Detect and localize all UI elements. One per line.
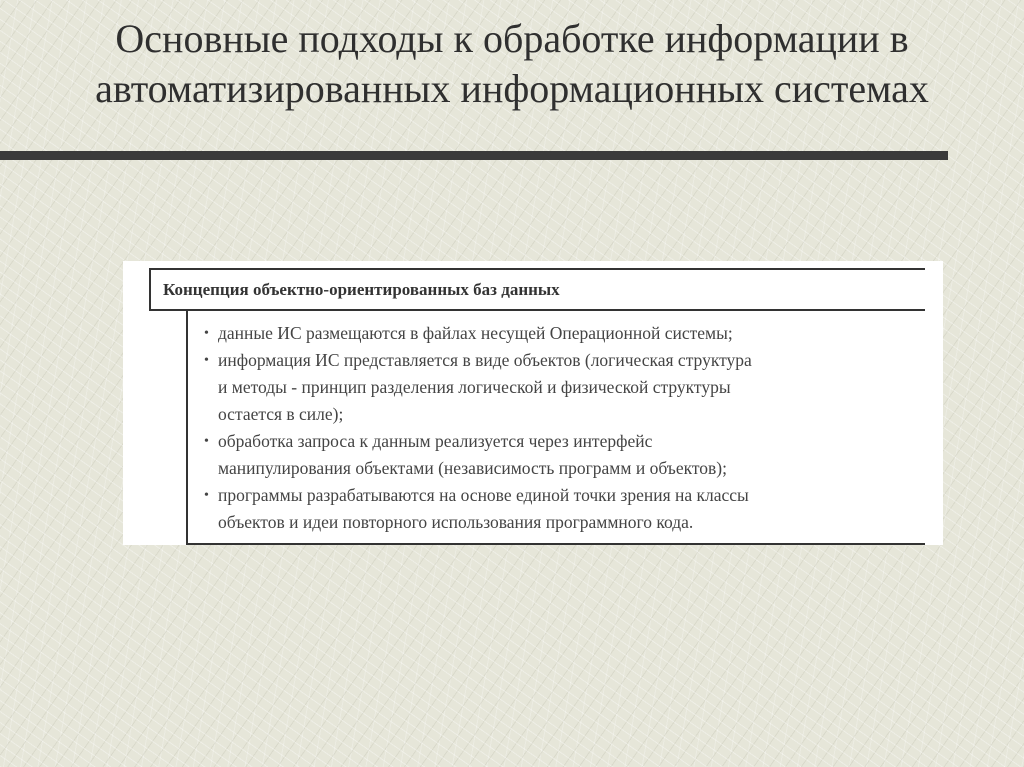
item-text-line: программы разрабатываются на основе единой точки зрения на классы [218, 485, 749, 505]
bullet-icon: • [204, 434, 209, 449]
item-text-line: манипулирования объектами (независимость программ и объектов); [218, 458, 727, 478]
concept-list-item [202, 428, 922, 482]
item-text-line: информация ИС представляется в виде объектов (логическая структура [218, 350, 752, 370]
bullet-icon: • [204, 353, 209, 368]
title-underline [0, 151, 948, 160]
bullet-icon: • [204, 326, 209, 341]
slide-title-line-1: Основные подходы к обработке информации в [115, 16, 909, 61]
concept-list-item [202, 347, 922, 428]
bullet-icon: • [204, 488, 209, 503]
concept-header-text: Концепция объектно-ориентированных баз данных [163, 280, 560, 299]
concept-list-item [202, 482, 922, 536]
concept-list [202, 320, 922, 536]
slide-title-line-2: автоматизированных информационных системах [95, 66, 929, 111]
item-text-line: и методы - принцип разделения логической и физической структуры [218, 377, 731, 397]
concept-figure [123, 261, 943, 545]
slide-title [0, 14, 1024, 114]
item-text-line: объектов и идеи повторного использования программного кода. [218, 512, 694, 532]
item-text-line: остается в силе); [218, 404, 344, 424]
item-text-line: данные ИС размещаются в файлах несущей Операционной системы; [218, 323, 733, 343]
concept-header-box [149, 268, 925, 311]
concept-body-box [186, 309, 925, 545]
item-text-line: обработка запроса к данным реализуется через интерфейс [218, 431, 653, 451]
concept-list-item [202, 320, 922, 347]
